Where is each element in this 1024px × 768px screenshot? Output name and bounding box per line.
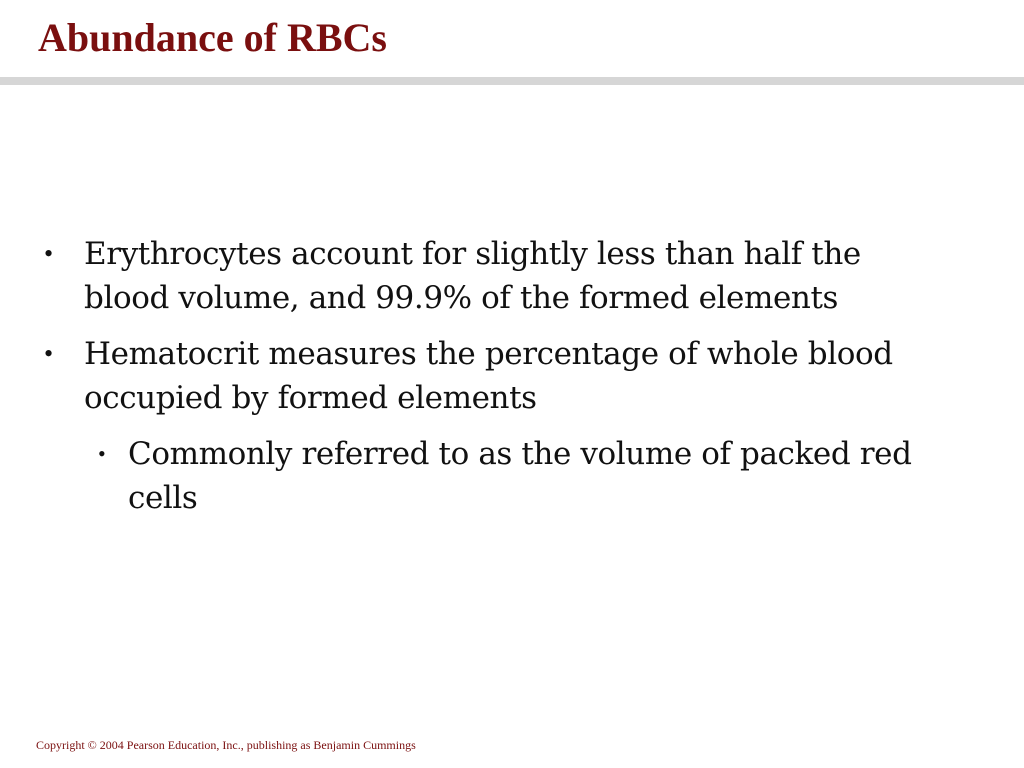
bullet-list: [44, 232, 994, 520]
bullet-item: [44, 232, 954, 320]
bullet-text: Hematocrit measures the percentage of whole blood occupied by formed elements: [84, 336, 893, 416]
bullet-item: [44, 332, 954, 420]
bullet-dot-icon: •: [44, 239, 53, 268]
bullet-dot-icon: •: [44, 339, 53, 368]
slide-title: Abundance of RBCs: [38, 15, 387, 60]
sub-bullet-item: [44, 432, 978, 520]
title-divider: [0, 77, 1024, 85]
sub-bullet-text: Commonly referred to as the volume of packed red cells: [128, 436, 912, 516]
copyright-footer: Copyright © 2004 Pearson Education, Inc., publishing as Benjamin Cummings: [36, 738, 416, 752]
bullet-text: Erythrocytes account for slightly less than half the blood volume, and 99.9% of the formed elements: [84, 236, 861, 316]
bullet-dot-icon: •: [98, 441, 106, 466]
